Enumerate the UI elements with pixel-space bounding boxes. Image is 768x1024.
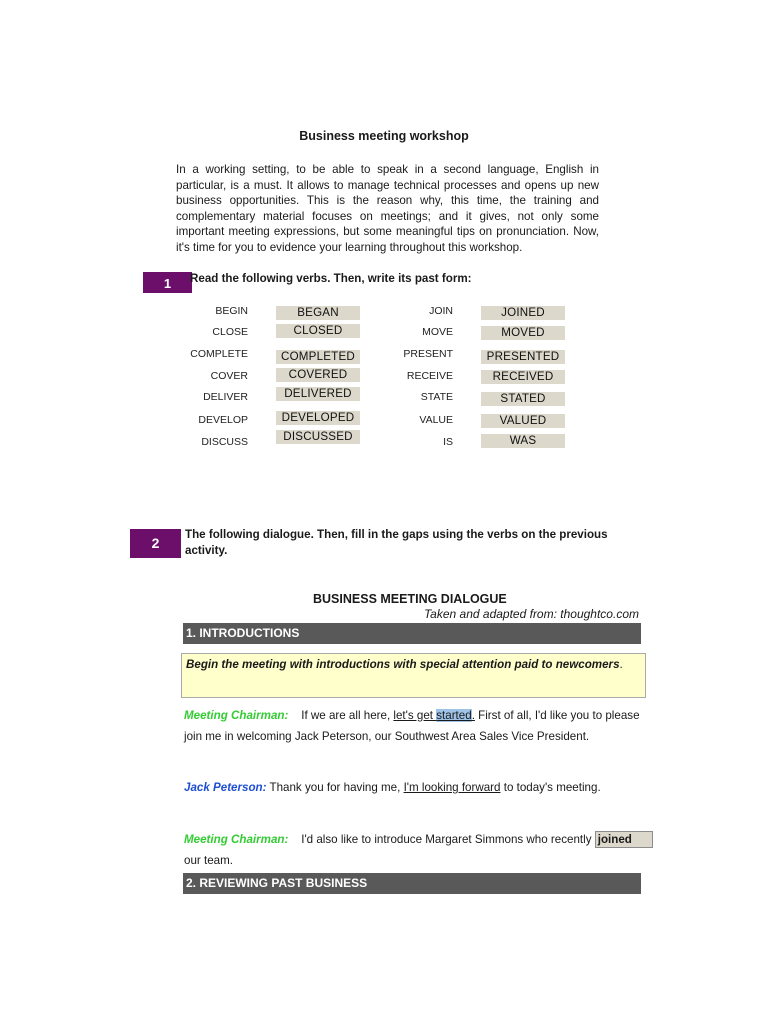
past-form-answer[interactable]: BEGAN (276, 306, 360, 320)
p1-pre: If we are all here, (301, 709, 394, 722)
verb-label: IS (443, 436, 453, 448)
verb-label: MOVE (422, 326, 453, 338)
past-form-answer[interactable]: JOINED (481, 306, 565, 320)
past-form-answer[interactable]: COVERED (276, 368, 360, 382)
past-form-answer[interactable]: MOVED (481, 326, 565, 340)
verb-label: VALUE (419, 414, 453, 426)
past-form-answer[interactable]: DELIVERED (276, 387, 360, 401)
verb-label: CLOSE (212, 326, 248, 338)
verb-label: BEGIN (215, 305, 248, 317)
heading-introductions: 1. INTRODUCTIONS (183, 623, 641, 644)
past-form-answer[interactable]: DEVELOPED (276, 411, 360, 425)
heading-reviewing-past-business: 2. REVIEWING PAST BUSINESS (183, 873, 641, 894)
p2-pre: Thank you for having me, (266, 781, 404, 794)
verb-label: COVER (210, 370, 248, 382)
dialogue-paragraph-3 (184, 829, 694, 871)
past-form-answer[interactable]: VALUED (481, 414, 565, 428)
p1-link-c[interactable]: . (471, 709, 475, 722)
verb-label: STATE (420, 391, 453, 403)
section-1-instruction: Read the following verbs. Then, write its past form: (190, 272, 472, 285)
past-form-answer[interactable]: STATED (481, 392, 565, 406)
p1-link-b[interactable]: started (436, 709, 472, 722)
p3-post: our team. (184, 854, 233, 867)
p1-link-a[interactable]: let's get (393, 709, 437, 722)
document-title: Business meeting workshop (299, 129, 469, 143)
p2-link[interactable]: I'm looking forward (403, 781, 501, 794)
verb-label: PRESENT (403, 348, 453, 360)
past-form-answer[interactable]: PRESENTED (481, 350, 565, 364)
instruction-note (181, 653, 646, 698)
dialogue-title: BUSINESS MEETING DIALOGUE (313, 592, 507, 606)
verb-label: RECEIVE (406, 370, 453, 382)
speaker-chairman: Meeting Chairman: (184, 709, 289, 722)
verb-label: DELIVER (203, 391, 248, 403)
intro-paragraph: In a working setting, to be able to speak in a second language, English in particular, is a must. It allows to manage technical processes and opens up new business opportunities. This is the reason why, this time, the training and complementary material focuses on meetings; and it gives, not only some important meeting expressions, but some meaningful tips on pronunciation. Now, it's time for you to evidence your learning throughout this workshop. (176, 163, 599, 254)
verb-label: JOIN (429, 305, 453, 317)
past-form-answer[interactable]: COMPLETED (276, 350, 360, 364)
note-end: . (619, 658, 623, 671)
past-form-answer[interactable]: CLOSED (276, 324, 360, 338)
dialogue-source: Taken and adapted from: thoughtco.com (423, 607, 639, 621)
verb-label: DISCUSS (201, 436, 248, 448)
section-2-number: 2 (130, 529, 181, 558)
verb-label: DEVELOP (198, 414, 248, 426)
gap-answer[interactable]: joined (595, 831, 653, 848)
dialogue-paragraph-2 (184, 777, 644, 798)
section-1-number: 1 (143, 272, 192, 293)
section-2-instruction: The following dialogue. Then, fill in the gaps using the verbs on the previous activity. (185, 528, 608, 557)
past-form-answer[interactable]: RECEIVED (481, 370, 565, 384)
verb-label: COMPLETE (190, 348, 248, 360)
note-text: Begin the meeting with introductions with special attention paid to newcomers (186, 658, 620, 671)
dialogue-paragraph-1 (184, 705, 644, 747)
past-form-answer[interactable]: WAS (481, 434, 565, 448)
speaker-chairman: Meeting Chairman: (184, 833, 289, 846)
p2-post: to today's meeting. (500, 781, 601, 794)
p3-pre: I'd also like to introduce Margaret Simmons who recently (301, 833, 592, 846)
speaker-jack-peterson: Jack Peterson: (184, 781, 267, 794)
p1-post: First of all, I'd like you to please join me in welcoming Jack Peterson, our Southwest Area Sales Vice President. (184, 709, 640, 743)
past-form-answer[interactable]: DISCUSSED (276, 430, 360, 444)
